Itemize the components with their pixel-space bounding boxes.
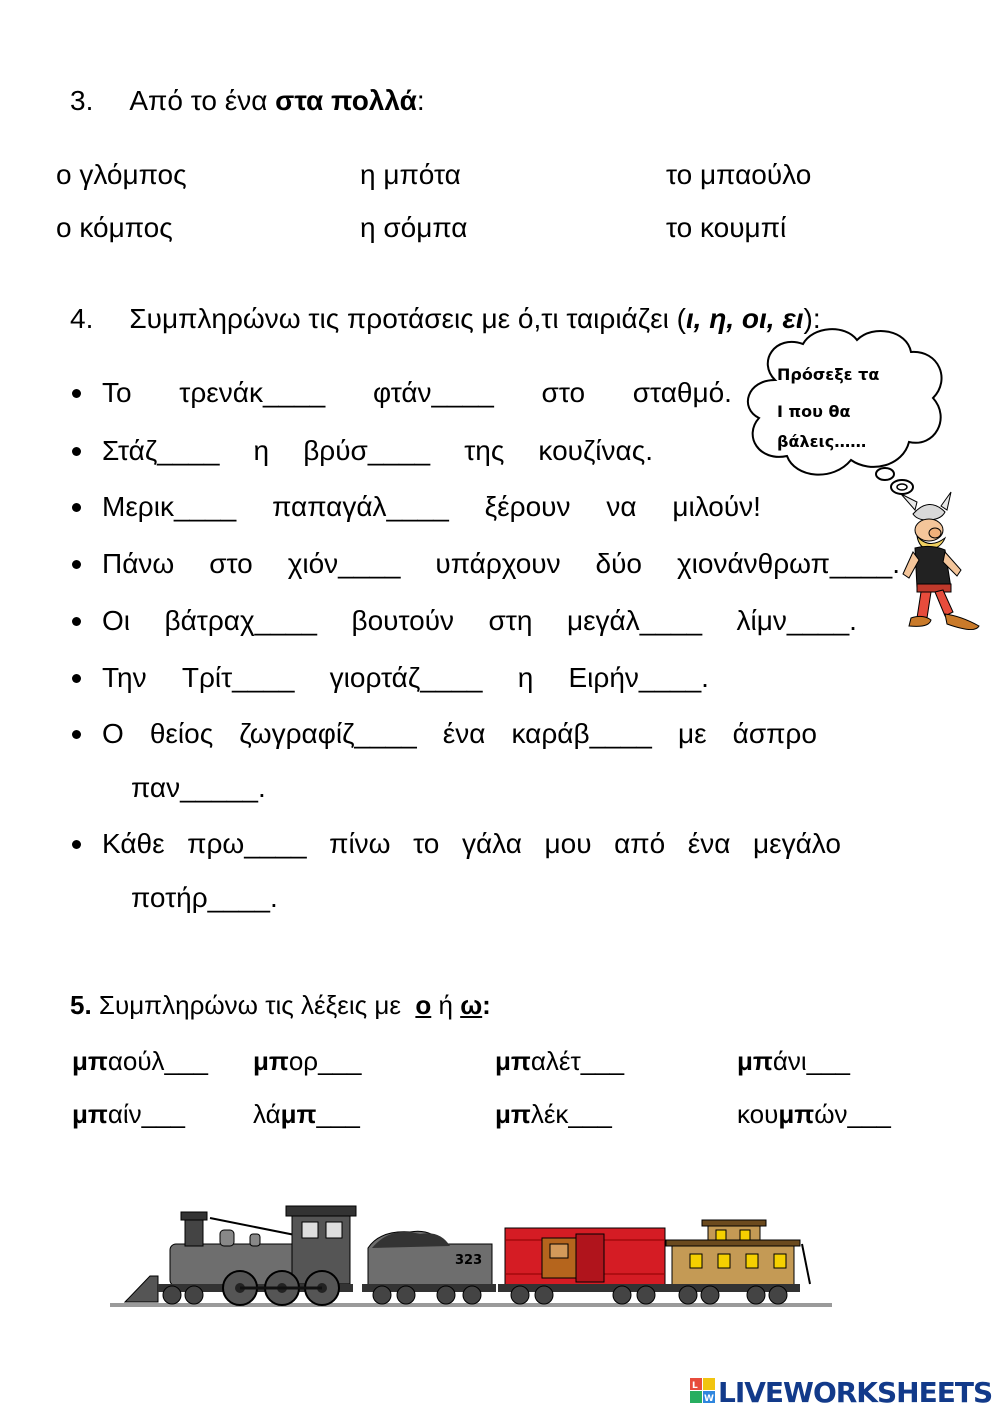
sentence-6: Την Τρίτ____ γιορτάζ____ η Ειρήν____. [102, 662, 709, 693]
option-o: ο [415, 990, 432, 1020]
bullet-5 [72, 617, 81, 626]
sentence-8: Κάθε πρω____ πίνω το γάλα μου από ένα μεγάλο [102, 828, 841, 859]
section-3-title-bold: στα πολλά [275, 85, 417, 116]
logo-letter-w: W [704, 1394, 714, 1404]
section-4-title: Συμπληρώνω τις προτάσεις με ό,τι ταιριάζει ( [129, 303, 686, 334]
caboose [666, 1220, 810, 1304]
sentence-5: Οι βάτραχ____ βουτούν στη μεγάλ____ λίμν____. [102, 605, 857, 636]
fill-word-4: μπάνι___ [737, 1046, 851, 1076]
fill-word-3: μπαλέτ___ [495, 1046, 625, 1076]
section-3-number: 3. [70, 85, 94, 116]
sentence-2: Στάζ____ η βρύσ____ της κουζίνας. [102, 435, 653, 466]
bullet-3 [72, 503, 81, 512]
fill-word-2: μπορ___ [253, 1046, 362, 1076]
bubble-line-2: Ι που θα [777, 402, 851, 421]
section-5-heading: 5. Συμπληρώνω τις λέξεις με ο ή ω: [70, 990, 491, 1020]
section-5-title: Συμπληρώνω τις λέξεις με [91, 990, 416, 1020]
locomotive [125, 1206, 356, 1305]
fill-word-5: μπαίν___ [72, 1099, 186, 1129]
coal-tender [362, 1231, 496, 1304]
option-omega: ω [460, 990, 483, 1020]
bullet-4 [72, 560, 81, 569]
word-2-3: το κουμπί [666, 212, 787, 243]
fill-word-8: κουμπών___ [737, 1099, 891, 1129]
fill-word-1: μπαούλ___ [72, 1046, 208, 1076]
word-2-2: η σόμπα [360, 212, 468, 243]
red-boxcar [498, 1228, 672, 1304]
bullet-8 [72, 840, 81, 849]
train-illustration [110, 1200, 840, 1315]
sentence-3: Μερικ____ παπαγάλ____ ξέρουν να μιλούν! [102, 491, 761, 522]
section-4-heading: 4. Συμπληρώνω τις προτάσεις με ό,τι ταιριάζει (ι, η, οι, ει): [70, 303, 821, 334]
fill-word-7: μπλέκ___ [495, 1099, 612, 1129]
tender-number: 323 [455, 1253, 483, 1268]
section-3-title: Από το ένα [129, 85, 276, 116]
bullet-2 [72, 447, 81, 456]
section-3-heading: 3. Από το ένα στα πολλά: [70, 85, 425, 116]
word-1-3: το μπαούλο [666, 159, 812, 190]
sentence-7-continued: παν_____. [131, 772, 266, 803]
sentence-8-continued: ποτήρ____. [131, 882, 278, 913]
word-1-1: ο γλόμπος [56, 159, 187, 190]
section-4-number: 4. [70, 303, 94, 334]
fill-word-6: λάμπ___ [253, 1099, 360, 1129]
bullet-7 [72, 730, 81, 739]
bullet-1 [72, 389, 81, 398]
section-4-title-bold: ι, η, οι, ει [685, 303, 804, 334]
bubble-line-3: βάλεις…… [777, 432, 867, 451]
sentence-7: Ο θείος ζωγραφίζ____ ένα καράβ____ με άσπρο [102, 718, 817, 749]
liveworksheets-brand[interactable]: LIVEWORKSHEETS [718, 1376, 993, 1409]
logo-letter-l: L [692, 1381, 698, 1391]
sentence-1: Το τρενάκ____ φτάν____ στο σταθμό. [102, 377, 732, 408]
section-5-number: 5. [70, 990, 92, 1020]
bullet-6 [72, 674, 81, 683]
word-1-2: η μπότα [360, 159, 461, 190]
liveworksheets-logo-icon [690, 1378, 716, 1406]
cartoon-character-illustration [895, 490, 990, 640]
bubble-line-1: Πρόσεξε τα [777, 365, 880, 384]
sentence-4: Πάνω στο χιόν____ υπάρχουν δύο χιονάνθρωπ____. [102, 548, 900, 579]
word-2-1: ο κόμπος [56, 212, 173, 243]
